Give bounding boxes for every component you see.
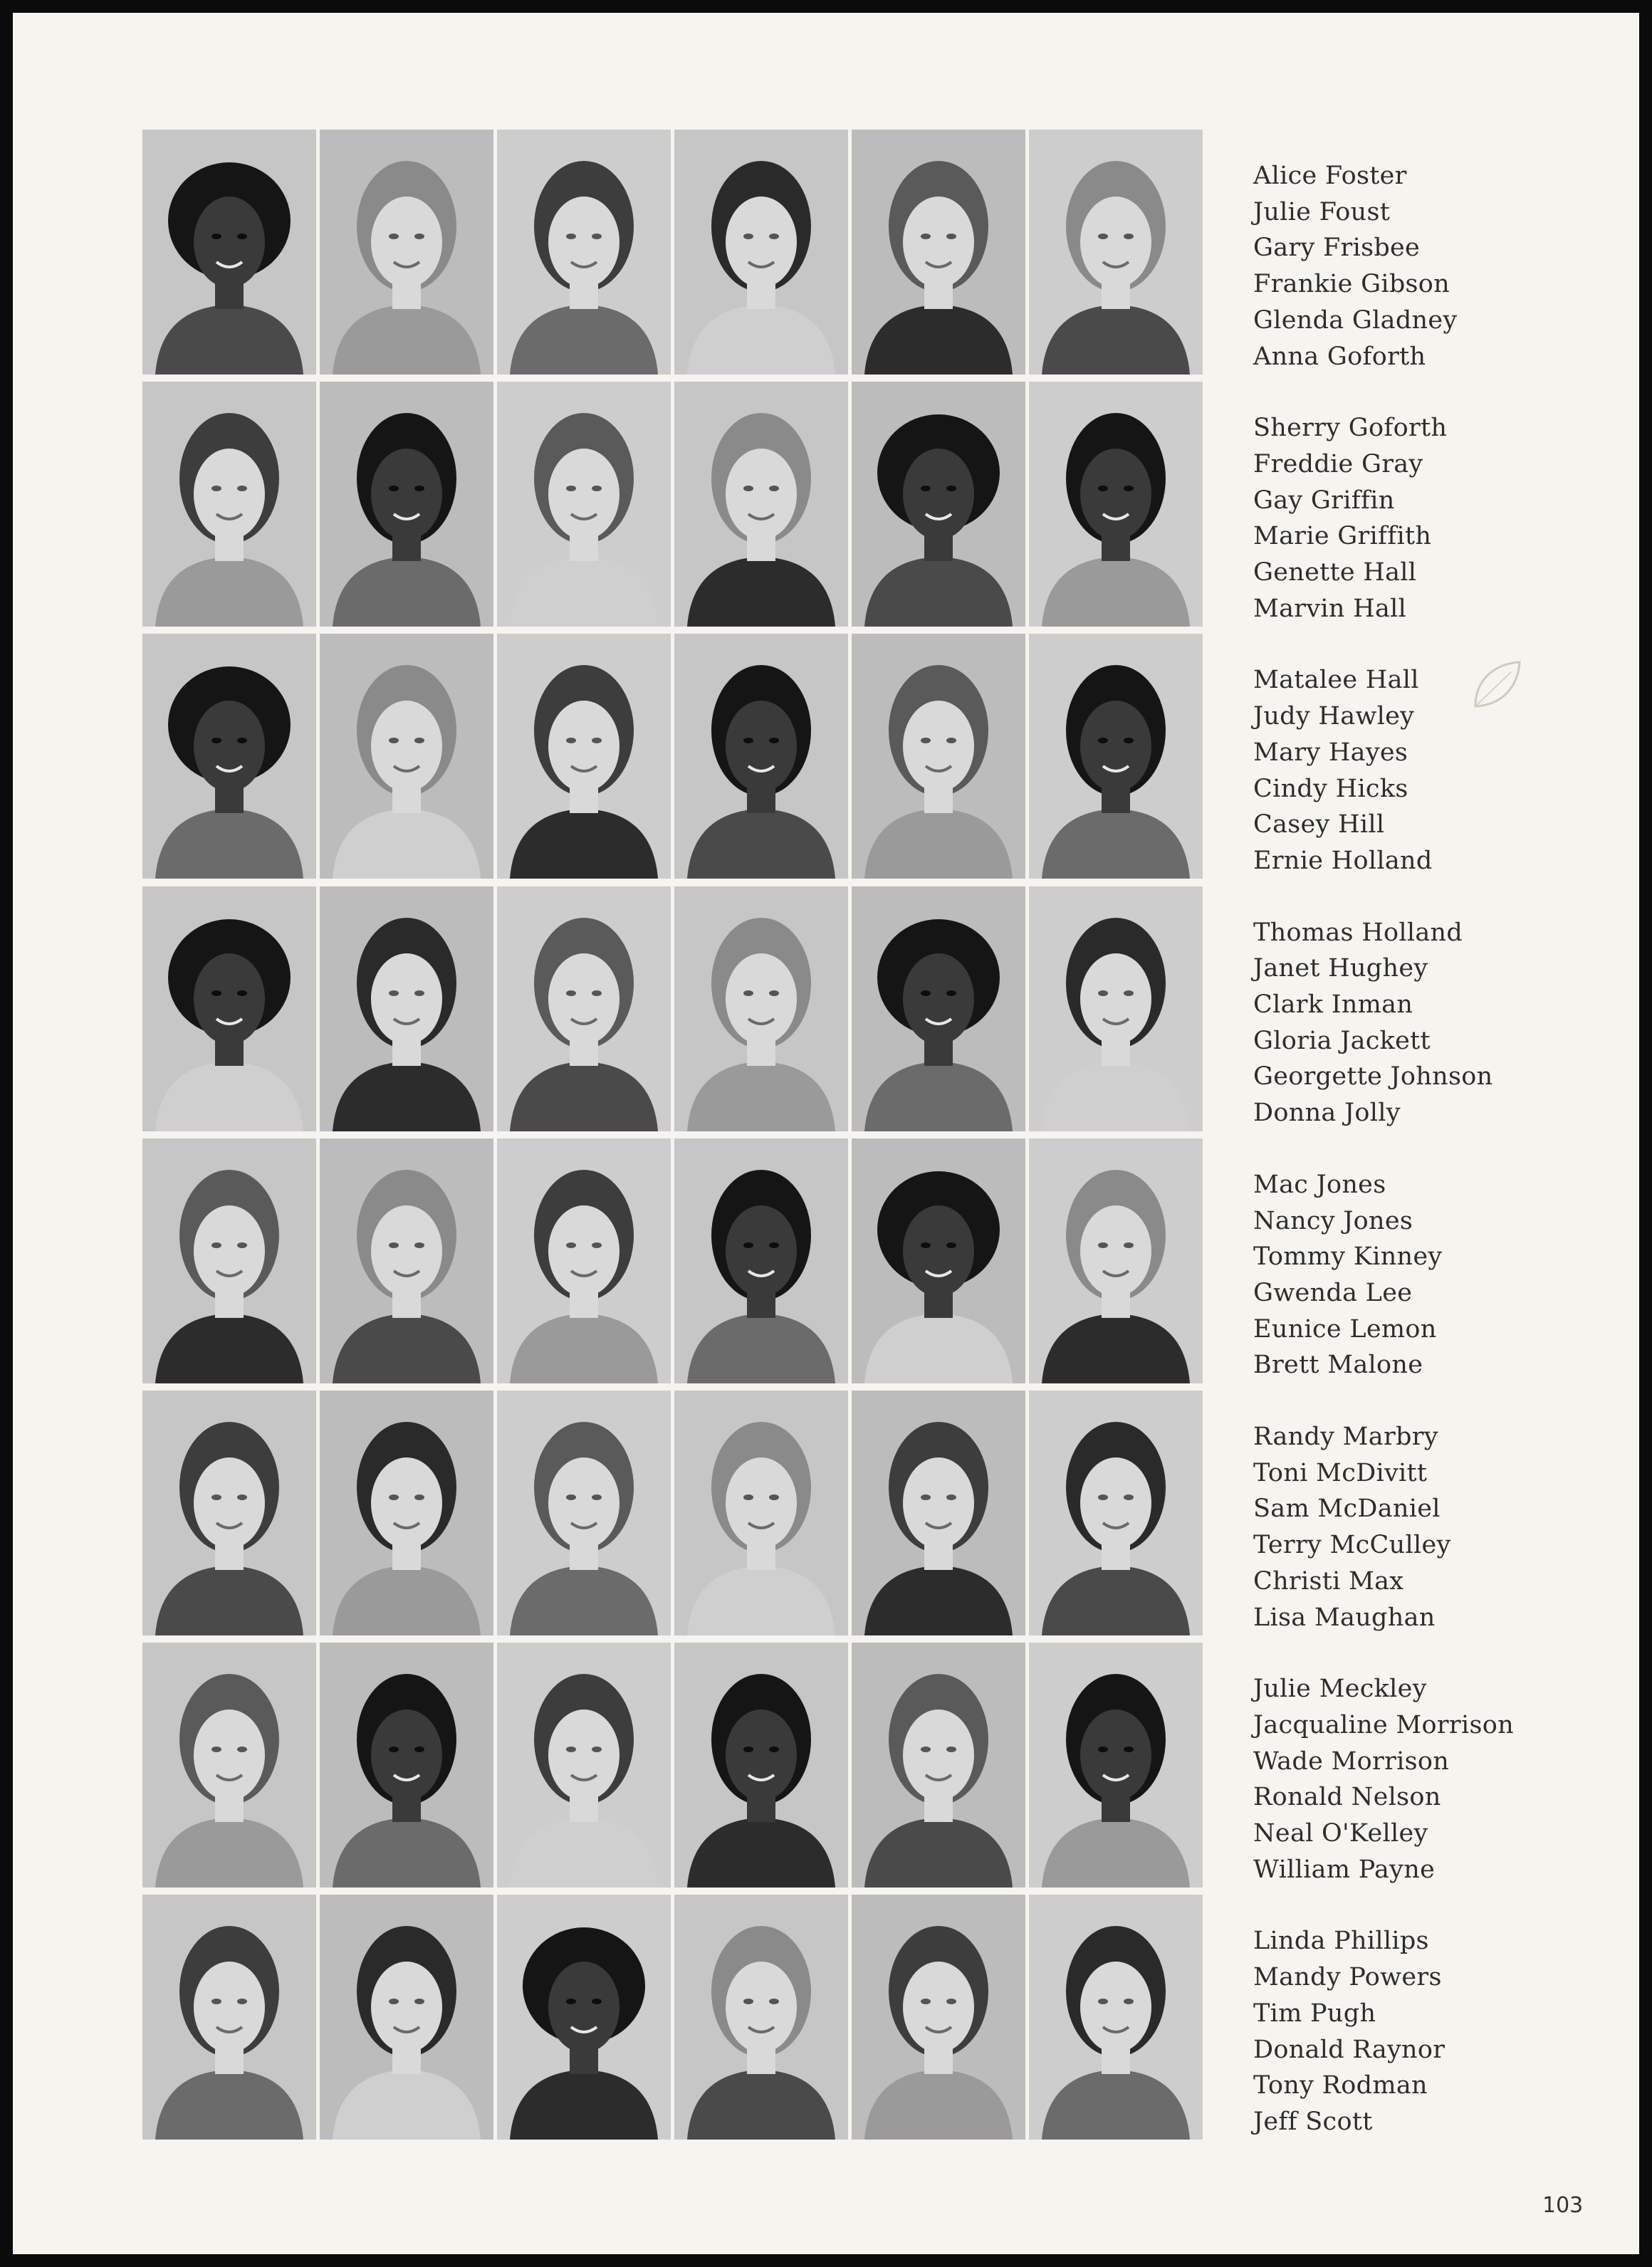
student-name: Gary Frisbee <box>1253 234 1421 263</box>
student-portrait <box>852 1643 1025 1888</box>
portrait-row <box>142 1391 1233 1635</box>
student-name: Gwenda Lee <box>1253 1278 1413 1307</box>
student-portrait <box>320 1895 493 2140</box>
student-portrait <box>852 886 1025 1131</box>
student-portrait <box>142 634 316 879</box>
student-name: Ronald Nelson <box>1253 1783 1441 1812</box>
portrait-grid <box>142 130 1233 2147</box>
portrait-row <box>142 1643 1233 1888</box>
student-name: Lisa Maughan <box>1253 1603 1436 1632</box>
student-name: Christi Max <box>1253 1566 1404 1596</box>
student-name: Eunice Lemon <box>1253 1314 1437 1344</box>
student-portrait <box>674 1138 848 1383</box>
student-name: Linda Phillips <box>1253 1927 1429 1956</box>
student-name: Donald Raynor <box>1253 2035 1446 2064</box>
student-name: Anna Goforth <box>1253 342 1426 371</box>
student-name: Sherry Goforth <box>1253 414 1448 443</box>
student-portrait <box>497 634 671 879</box>
student-name: Freddie Gray <box>1253 449 1423 478</box>
student-portrait <box>320 1643 493 1888</box>
student-portrait <box>142 1391 316 1635</box>
name-list <box>1253 1419 1609 1664</box>
leaf-watermark-icon <box>1468 656 1525 713</box>
student-name: Thomas Holland <box>1253 918 1463 947</box>
student-portrait <box>674 1643 848 1888</box>
student-name: Wade Morrison <box>1253 1747 1450 1776</box>
student-name: Clark Inman <box>1253 990 1413 1019</box>
student-portrait <box>1029 1138 1203 1383</box>
portrait-row <box>142 382 1233 627</box>
student-name: Brett Malone <box>1253 1351 1423 1380</box>
student-name: Gloria Jackett <box>1253 1026 1431 1055</box>
portrait-row <box>142 130 1233 375</box>
student-name: Sam McDaniel <box>1253 1494 1441 1524</box>
name-list <box>1253 1167 1609 1412</box>
page-number: 103 <box>1542 2193 1584 2218</box>
student-portrait <box>497 1391 671 1635</box>
student-portrait <box>852 1391 1025 1635</box>
yearbook-page <box>13 13 1639 2254</box>
student-portrait <box>320 130 493 375</box>
portrait-row <box>142 1138 1233 1383</box>
student-portrait <box>320 886 493 1131</box>
student-portrait <box>674 1895 848 2140</box>
portrait-row <box>142 634 1233 879</box>
student-portrait <box>674 886 848 1131</box>
student-portrait <box>320 1138 493 1383</box>
student-name: Casey Hill <box>1253 810 1385 839</box>
student-name: Frankie Gibson <box>1253 270 1450 299</box>
student-name: Donna Jolly <box>1253 1099 1401 1128</box>
student-portrait <box>142 886 316 1131</box>
student-portrait <box>142 1643 316 1888</box>
student-name: Jacqualine Morrison <box>1253 1710 1514 1739</box>
student-name: Janet Hughey <box>1253 954 1428 983</box>
student-portrait <box>497 1138 671 1383</box>
student-name: Tony Rodman <box>1253 2071 1428 2100</box>
student-portrait <box>320 1391 493 1635</box>
student-name: Julie Meckley <box>1253 1675 1427 1704</box>
student-portrait <box>1029 382 1203 627</box>
student-portrait <box>852 130 1025 375</box>
student-name: William Payne <box>1253 1855 1436 1884</box>
student-name: Toni McDivitt <box>1253 1458 1428 1487</box>
student-name: Mac Jones <box>1253 1170 1386 1199</box>
name-list <box>1253 158 1609 403</box>
student-name: Nancy Jones <box>1253 1206 1413 1235</box>
student-portrait <box>497 382 671 627</box>
portrait-row <box>142 1895 1233 2140</box>
student-name: Gay Griffin <box>1253 486 1395 515</box>
student-portrait <box>497 1643 671 1888</box>
student-name: Terry McCulley <box>1253 1531 1451 1560</box>
name-list <box>1253 662 1609 907</box>
student-portrait <box>320 382 493 627</box>
portrait-row <box>142 886 1233 1131</box>
student-name: Tommy Kinney <box>1253 1242 1443 1272</box>
student-name: Randy Marbry <box>1253 1423 1438 1451</box>
student-portrait <box>142 130 316 375</box>
student-name: Glenda Gladney <box>1253 305 1458 335</box>
student-portrait <box>1029 634 1203 879</box>
student-name: Mary Hayes <box>1253 738 1408 767</box>
name-list <box>1253 410 1609 655</box>
student-portrait <box>142 1138 316 1383</box>
student-name: Mandy Powers <box>1253 1963 1442 1992</box>
student-portrait <box>497 1895 671 2140</box>
student-portrait <box>497 886 671 1131</box>
student-name: Marvin Hall <box>1253 594 1407 623</box>
student-portrait <box>497 130 671 375</box>
student-portrait <box>1029 130 1203 375</box>
student-name: Georgette Johnson <box>1253 1062 1493 1091</box>
student-name: Cindy Hicks <box>1253 774 1408 803</box>
student-portrait <box>1029 1391 1203 1635</box>
student-name: Neal O'Kelley <box>1253 1819 1428 1848</box>
student-portrait <box>674 1391 848 1635</box>
student-name: Alice Foster <box>1253 162 1407 190</box>
student-portrait <box>852 382 1025 627</box>
student-name: Genette Hall <box>1253 558 1417 587</box>
student-portrait <box>142 382 316 627</box>
student-portrait <box>1029 1643 1203 1888</box>
student-portrait <box>1029 886 1203 1131</box>
student-portrait <box>1029 1895 1203 2140</box>
student-portrait <box>320 634 493 879</box>
student-portrait <box>674 130 848 375</box>
student-portrait <box>142 1895 316 2140</box>
student-name: Julie Foust <box>1253 197 1391 226</box>
student-portrait <box>852 1138 1025 1383</box>
student-portrait <box>674 634 848 879</box>
student-portrait <box>852 634 1025 879</box>
student-name: Jeff Scott <box>1253 2107 1373 2136</box>
student-portrait <box>674 382 848 627</box>
student-name: Marie Griffith <box>1253 522 1432 551</box>
student-name: Matalee Hall <box>1253 666 1419 695</box>
name-list <box>1253 1671 1609 1916</box>
student-name: Ernie Holland <box>1253 846 1433 875</box>
student-name: Judy Hawley <box>1253 702 1415 731</box>
name-list <box>1253 1923 1609 2168</box>
name-list <box>1253 915 1609 1160</box>
student-portrait <box>852 1895 1025 2140</box>
student-name: Tim Pugh <box>1253 1999 1376 2028</box>
